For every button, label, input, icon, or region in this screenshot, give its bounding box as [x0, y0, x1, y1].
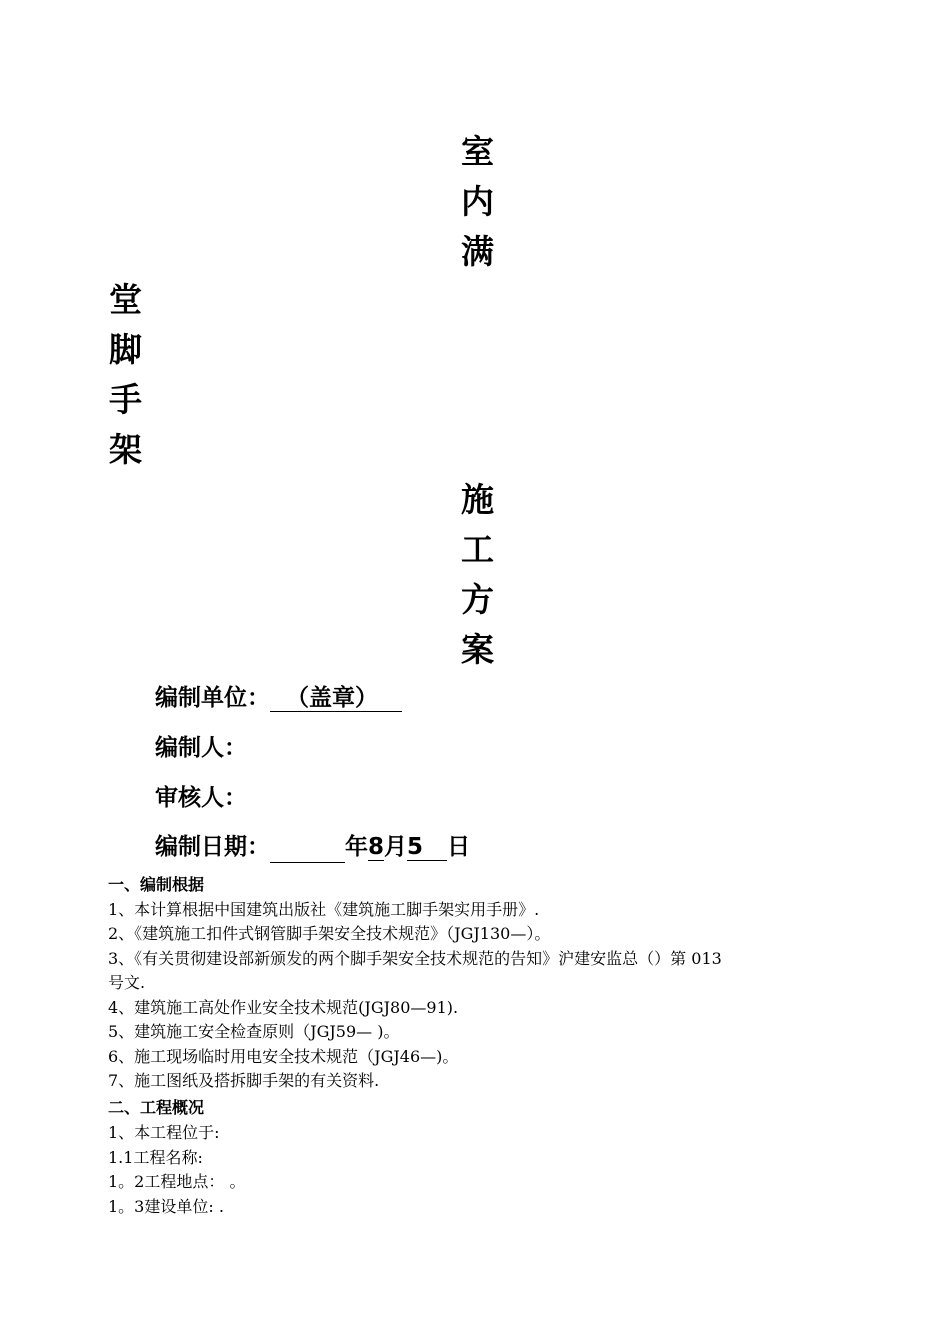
title-char: 满: [461, 232, 494, 271]
title-char: 方: [461, 580, 494, 619]
title-char: 工: [461, 530, 494, 569]
year-suffix: 年: [345, 834, 368, 860]
title-char: 脚: [109, 330, 142, 369]
list-item: 1.1工程名称:: [108, 1148, 203, 1167]
field-label: 编制单位：: [155, 685, 270, 711]
title-char: 施: [461, 480, 494, 519]
field-author: [155, 733, 247, 763]
list-item: 号文.: [108, 973, 146, 992]
title-char: 室: [461, 132, 494, 171]
day-value: 5: [407, 834, 447, 861]
title-char: 手: [109, 380, 142, 419]
seal-placeholder: （盖章）: [270, 685, 402, 712]
field-label: 编制人：: [155, 735, 247, 761]
field-date: [155, 832, 470, 863]
field-compiling-unit: [155, 683, 402, 713]
section-heading: 二、工程概况: [108, 1098, 205, 1117]
day-suffix: 日: [447, 834, 471, 860]
list-item: 1、本计算根据中国建筑出版社《建筑施工脚手架实用手册》.: [108, 900, 540, 919]
list-item: 6、施工现场临时用电安全技术规范（JGJ46—)。: [108, 1047, 459, 1066]
year-blank: [270, 838, 345, 863]
section-heading: 一、编制根据: [108, 875, 205, 894]
title-char: 内: [461, 182, 494, 221]
title-char: 案: [461, 630, 494, 669]
field-label: 审核人：: [155, 785, 247, 811]
list-item: 7、施工图纸及搭拆脚手架的有关资料.: [108, 1071, 380, 1090]
month-value: 8: [368, 834, 385, 860]
field-label: 编制日期：: [155, 834, 270, 860]
field-reviewer: [155, 783, 247, 813]
month-suffix: 月: [384, 834, 408, 860]
list-item: 5、建筑施工安全检查原则（JGJ59— )。: [108, 1022, 400, 1041]
list-item: 1。2工程地点： 。: [108, 1172, 246, 1191]
list-item: 1。3建设单位: .: [108, 1197, 224, 1216]
list-item: 4、建筑施工高处作业安全技术规范(JGJ80—91).: [108, 998, 459, 1017]
title-char: 堂: [109, 280, 142, 319]
title-char: 架: [109, 430, 142, 469]
list-item: 3、《有关贯彻建设部新颁发的两个脚手架安全技术规范的告知》沪建安监总（）第 013: [108, 949, 722, 968]
list-item: 2、《建筑施工扣件式钢管脚手架安全技术规范》（JGJ130—）。: [108, 924, 551, 943]
list-item: 1、本工程位于:: [108, 1123, 220, 1142]
